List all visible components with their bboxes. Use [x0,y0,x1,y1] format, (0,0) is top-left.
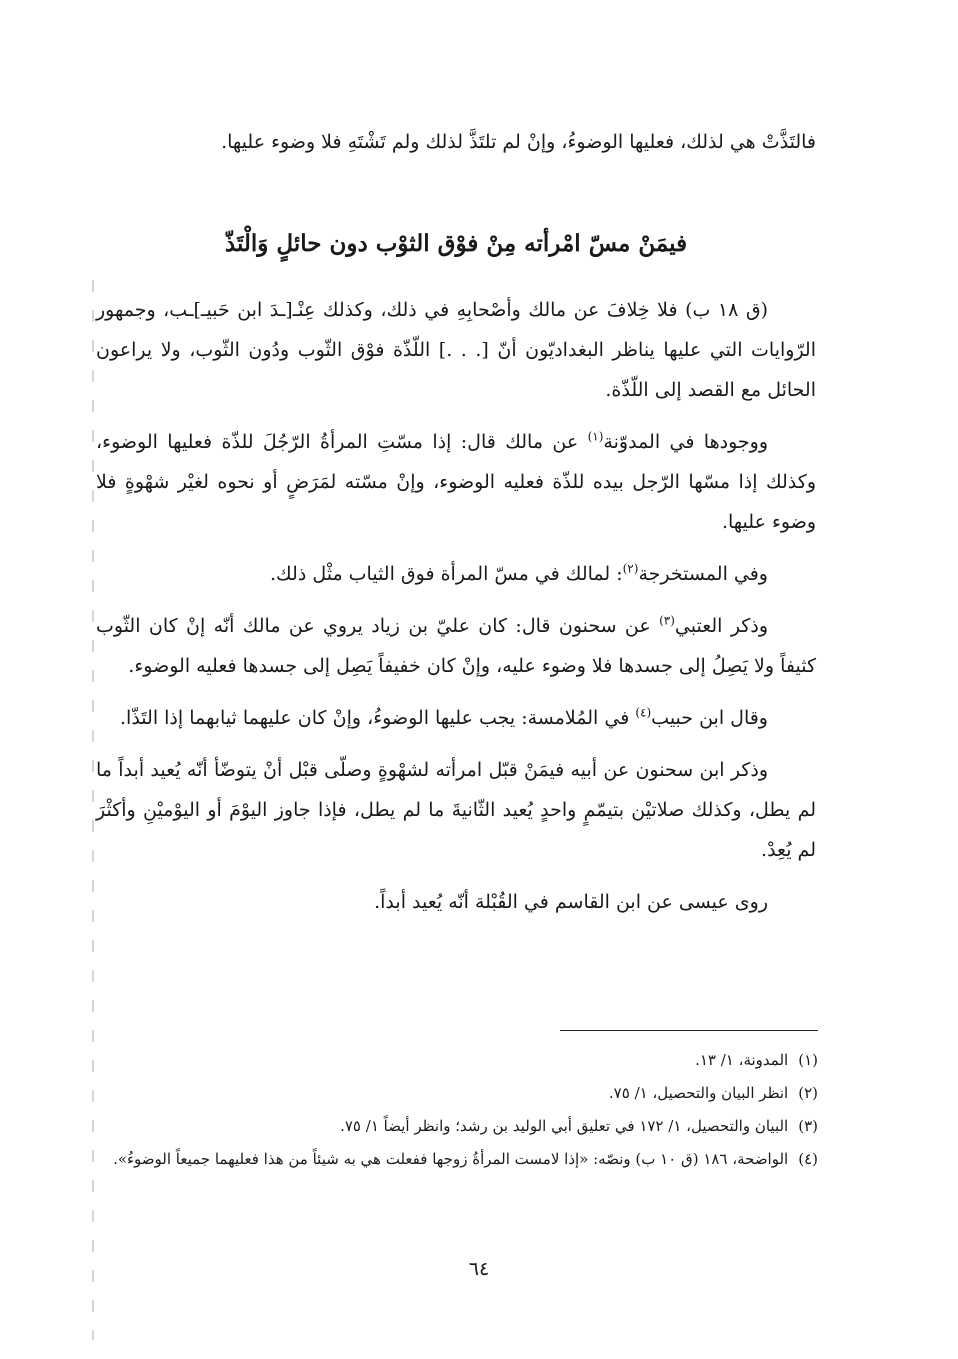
footnote-ref[interactable]: (٤) [635,705,652,720]
footnote-3 [96,1110,818,1143]
footnote-4 [96,1143,818,1176]
footnote-1 [96,1044,818,1077]
footnotes [96,1044,818,1176]
paragraph-text: ووجودها في المدوّنة [603,431,768,453]
footnote-number: (٤) [798,1150,818,1168]
body-paragraph-1 [96,290,816,410]
paragraph-text: : لمالك في مسّ المرأة فوق الثياب مثْل ذلك. [269,563,623,585]
body-paragraph-7 [96,882,816,922]
footnote-separator [560,1030,818,1031]
body-block [96,290,816,922]
footnote-ref[interactable]: (٣) [659,613,675,628]
footnote-number: (٣) [798,1117,818,1135]
body-paragraph-2 [96,422,816,542]
paragraph-text: وذكر العتبي [674,615,768,637]
page-number: ٦٤ [468,1258,490,1280]
footnote-number: (٢) [798,1084,818,1102]
footnote-number: (١) [798,1051,818,1069]
body-paragraph-6 [96,750,816,870]
paragraph-text: (ق ١٨ ب) فلا خِلافَ عن مالك وأصْحابِهِ في ذلك، وكذلك عِنْـ[ـدَ ابن حَبيـ]ـب، وجمهور الرّوايات التي عليها يناظر البغداديّون أنّ [. . .] اللّذّة فوْق الثّوب ودُون الثّوب، ولا يراعون الحائل مع القصد إلى اللّذّة. [96,299,816,401]
paragraph-text: وفي المستخرجة [638,563,768,585]
body-paragraph-3 [96,554,816,594]
body-paragraph-5 [96,698,816,738]
intro-paragraph: فالتَذَّتْ هي لذلك، فعليها الوضوءُ، وإنْ لم تلتَذَّ لذلك ولم تَشْتَهِ فلا وضوء عليها. [221,131,816,153]
scan-margin-artifact [92,280,94,1340]
paragraph-text: في المُلامسة: يجب عليها الوضوءُ، وإنْ كان عليهما ثيابهما إذا التَذّا. [120,707,636,729]
footnote-2 [96,1077,818,1110]
footnote-text: الواضحة، ١٨٦ (ق ١٠ ب) ونصّه: «إذا لامست المرأةُ زوجها ففعلت هي به شيئاً من هذا فعليهما جميعاً الوضوءُ». [113,1150,789,1168]
footnote-text: انظر البيان والتحصيل، ١/ ٧٥. [608,1084,789,1102]
section-heading: فيمَنْ مسّ امْرأته مِنْ فوْق الثوْب دون حائلٍ وَالْتَذّ [224,230,688,257]
paragraph-text: عن مالك قال: إذا مسّتِ المرأةُ الرّجُلَ للذّة فعليها الوضوء، وكذلك إذا مسّها الرّجل بيده للذّة فعليه الوضوء، وإنْ مسّته لمَرَضٍ أو نحوه لغيْر شهْوةٍ فلا وضوء عليها. [96,431,816,533]
paragraph-text: عن سحنون قال: كان عليّ بن زياد يروي عن مالك أنّه إنْ كان الثّوب كثيفاً ولا يَصِلُ إلى جسدها فلا وضوء عليه، وإنْ كان خفيفاً يَصِل إلى جسدها فعليه الوضوء. [96,615,816,677]
body-paragraph-4 [96,606,816,686]
footnote-ref[interactable]: (١) [587,429,604,444]
footnote-text: المدونة، ١/ ١٣. [695,1051,789,1069]
intro-block [96,122,816,162]
footnote-text: البيان والتحصيل، ١/ ١٧٢ في تعليق أبي الوليد بن رشد؛ وانظر أيضاً ١/ ٧٥. [340,1117,789,1135]
footnote-ref[interactable]: (٢) [622,561,639,576]
paragraph-text: روى عيسى عن ابن القاسم في القُبْلة أنّه يُعيد أبداً. [374,891,768,913]
paragraph-text: وذكر ابن سحنون عن أبيه فيمَنْ قبّل امرأته لشهْوةٍ وصلّى قبْل أنْ يتوضّأ أنّه يُعيد أبداً ما لم يطل، وكذلك صلاتيْن بتيمّمٍ واحدٍ يُعيد الثّانيةَ ما لم يطل، فإذا جاوز اليوْمَ أو اليوْميْنِ وأكثْرَ لم يُعِدْ. [96,759,816,861]
paragraph-text: وقال ابن حبيب [651,707,768,729]
